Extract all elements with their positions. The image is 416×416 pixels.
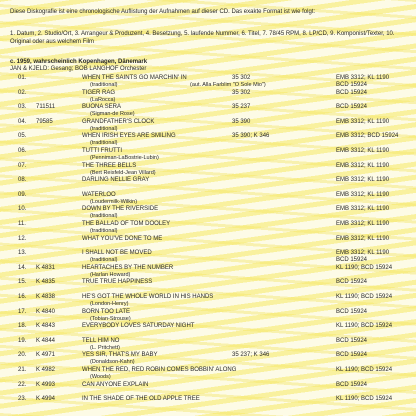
track-title: WHAT YOU'VE DONE TO ME: [82, 235, 163, 242]
album-release: BCD 15924: [336, 352, 368, 359]
album-release: EMB 3312; KL 1190: [336, 206, 390, 213]
track-number: 13.: [18, 250, 27, 257]
track-title: DARLING NELLIE GRAY: [82, 177, 150, 184]
track-row: [0, 394, 416, 411]
track-title: TIGER RAG: [82, 89, 116, 96]
track-title: CAN ANYONE EXPLAIN: [82, 381, 149, 388]
album-release: EMB 3312; KL 1190: [336, 191, 390, 198]
single-release: 35 302: [232, 75, 251, 81]
album-release-secondary: BCD 15924: [336, 82, 368, 88]
format-legend: 1. Datum, 2. Studio/Ort, 3. Arrangeur & Produzent, 4. Besetzung, 5. laufende Nummer, 6. Titel, 7. 78/45 RPM, 8. LP/CD, 9. Komponist/Texter, 10. Original oder aus welchem Film: [10, 31, 395, 45]
single-release: 35 237: [232, 104, 251, 111]
track-number: 02.: [18, 89, 27, 96]
track-note: (aut. Alla Farblim "O Sole Mio"): [190, 82, 266, 88]
track-composer: (Harlan Howard): [90, 271, 131, 278]
track-title: GRANDFATHER'S CLOCK: [82, 118, 155, 125]
single-release: 35 390: [232, 118, 251, 125]
matrix-number: 711511: [36, 104, 56, 111]
album-release: KL 1190; BCD 15924: [336, 367, 393, 373]
track-composer: (Sigman-de Rose): [90, 111, 135, 118]
track-number: 14.: [18, 264, 27, 271]
track-composer: (Tobian-Strouse): [90, 315, 131, 322]
matrix-number: K 4993: [36, 381, 56, 388]
track-title: IN THE SHADE OF THE OLD APPLE TREE: [82, 396, 200, 403]
track-number: 06.: [18, 148, 27, 154]
track-title: THE BALLAD OF TOM DOOLEY: [82, 221, 171, 227]
album-release: EMB 3312; KL 1190: [336, 75, 390, 81]
album-release: BCD 15924: [336, 89, 368, 96]
session-date: c. 1959, wahrscheinlich Kopenhagen, Dänemark: [10, 59, 148, 65]
album-release: KL 1190; BCD 15924: [336, 396, 393, 403]
session-header: [10, 59, 410, 73]
track-number: 03.: [18, 104, 27, 111]
track-title: HE'S GOT THE WHOLE WORLD IN HIS HANDS: [82, 294, 214, 300]
matrix-number: K 4994: [36, 396, 56, 403]
matrix-number: K 4835: [36, 279, 56, 286]
track-composer: (Woods): [90, 374, 111, 380]
album-release-secondary: BCD 15924: [336, 257, 368, 264]
session-personnel: JAN & KJELD: Gesang; BOB LANGHOF Orchester: [10, 66, 147, 72]
track-number: 15.: [18, 279, 27, 286]
track-title: WHEN THE RED, RED ROBIN COMES BOBBIN' ALONG: [82, 367, 237, 373]
album-release: EMB 3312; KL 1190: [336, 148, 390, 154]
single-release: 35 390; K 346: [232, 133, 270, 140]
track-number: 07.: [18, 162, 27, 169]
track-title: TRUE TRUE HAPPINESS: [82, 279, 153, 286]
track-title: I SHALL NOT BE MOVED: [82, 250, 152, 257]
track-composer: (L. Pritchett): [90, 344, 120, 351]
album-release: EMB 3312; KL 1190: [336, 250, 390, 257]
matrix-number: K 4840: [36, 308, 56, 315]
track-number: 16.: [18, 294, 27, 300]
track-title: DOWN BY THE RIVERSIDE: [82, 206, 159, 213]
track-composer: (traditional): [90, 82, 118, 88]
matrix-number: K 4971: [36, 352, 56, 359]
track-title: YES SIR, THAT'S MY BABY: [82, 352, 158, 359]
track-composer: (Loudermilk-Wilkin): [90, 198, 138, 205]
album-release: BCD 15924: [336, 308, 368, 315]
track-number: 21.: [18, 367, 27, 373]
matrix-number: 79585: [36, 118, 53, 125]
track-number: 18.: [18, 323, 27, 330]
track-composer: (traditional): [90, 257, 118, 264]
matrix-number: K 4982: [36, 367, 56, 373]
album-release: EMB 3312; KL 1190: [336, 162, 390, 169]
album-release: BCD 15924: [336, 337, 368, 344]
matrix-number: K 4831: [36, 264, 56, 271]
track-number: 04.: [18, 118, 27, 125]
album-release: EMB 3312; KL 1190: [336, 221, 390, 227]
track-number: 23.: [18, 396, 27, 403]
track-title: WHEN THE SAINTS GO MARCHIN' IN: [82, 75, 187, 81]
matrix-number: K 4844: [36, 337, 56, 344]
track-number: 20.: [18, 352, 27, 359]
album-release: EMB 3312; KL 1190: [336, 118, 390, 125]
track-title: THE THREE BELLS: [82, 162, 137, 169]
album-release: KL 1190; BCD 15924: [336, 323, 393, 330]
track-title: TELL HIM NO: [82, 337, 120, 344]
track-number: 12.: [18, 235, 27, 242]
track-title: BORN TOO LATE: [82, 308, 131, 315]
album-release: EMB 3312; KL 1190: [336, 177, 390, 184]
intro-text: Diese Diskografie ist eine chronologische Auflistung der Aufnahmen auf dieser CD. Das exakte Format ist wie folgt:: [10, 9, 316, 15]
track-composer: (LaRocca): [90, 96, 116, 103]
track-number: 09.: [18, 191, 27, 198]
track-number: 22.: [18, 381, 27, 388]
album-release: EMB 3312; BCD 15924: [336, 133, 399, 140]
track-number: 19.: [18, 337, 27, 344]
track-title: EVERYBODY LOVES SATURDAY NIGHT: [82, 323, 195, 330]
single-release: 35 302: [232, 89, 251, 96]
track-composer: (traditional): [90, 125, 118, 132]
track-number: 11.: [18, 221, 26, 227]
track-composer: (Donaldson-Kahn): [90, 359, 135, 366]
single-release: 35 237; K 346: [232, 352, 270, 359]
album-release: BCD 15924: [336, 381, 368, 388]
track-title: HEARTACHES BY THE NUMBER: [82, 264, 174, 271]
track-title: TUTTI FRUTTI: [82, 148, 122, 154]
track-composer: (traditional): [90, 213, 118, 220]
album-release: BCD 15924: [336, 104, 368, 111]
track-title: BUONA SERA: [82, 104, 122, 111]
track-number: 01.: [18, 75, 27, 81]
album-release: KL 1190; BCD 15924: [336, 264, 393, 271]
matrix-number: K 4838: [36, 294, 56, 300]
track-title: WHEN IRISH EYES ARE SMILING: [82, 133, 176, 140]
track-composer: (London-Henry): [90, 301, 129, 307]
track-title: WATERLOO: [82, 191, 116, 198]
album-release: BCD 15924: [336, 279, 368, 286]
track-composer: (traditional): [90, 228, 118, 234]
matrix-number: K 4843: [36, 323, 56, 330]
track-composer: (Penniman-LaBostrie-Lubin): [90, 155, 159, 161]
track-number: 17.: [18, 308, 27, 315]
track-number: 08.: [18, 177, 27, 184]
track-composer: (Bert Reisfeld-Jean Villard): [90, 169, 156, 176]
track-number: 05.: [18, 133, 27, 140]
track-composer: (traditional): [90, 140, 118, 147]
album-release: KL 1190; BCD 15924: [336, 294, 393, 300]
track-number: 10.: [18, 206, 27, 213]
album-release: EMB 3312; KL 1190: [336, 235, 390, 242]
